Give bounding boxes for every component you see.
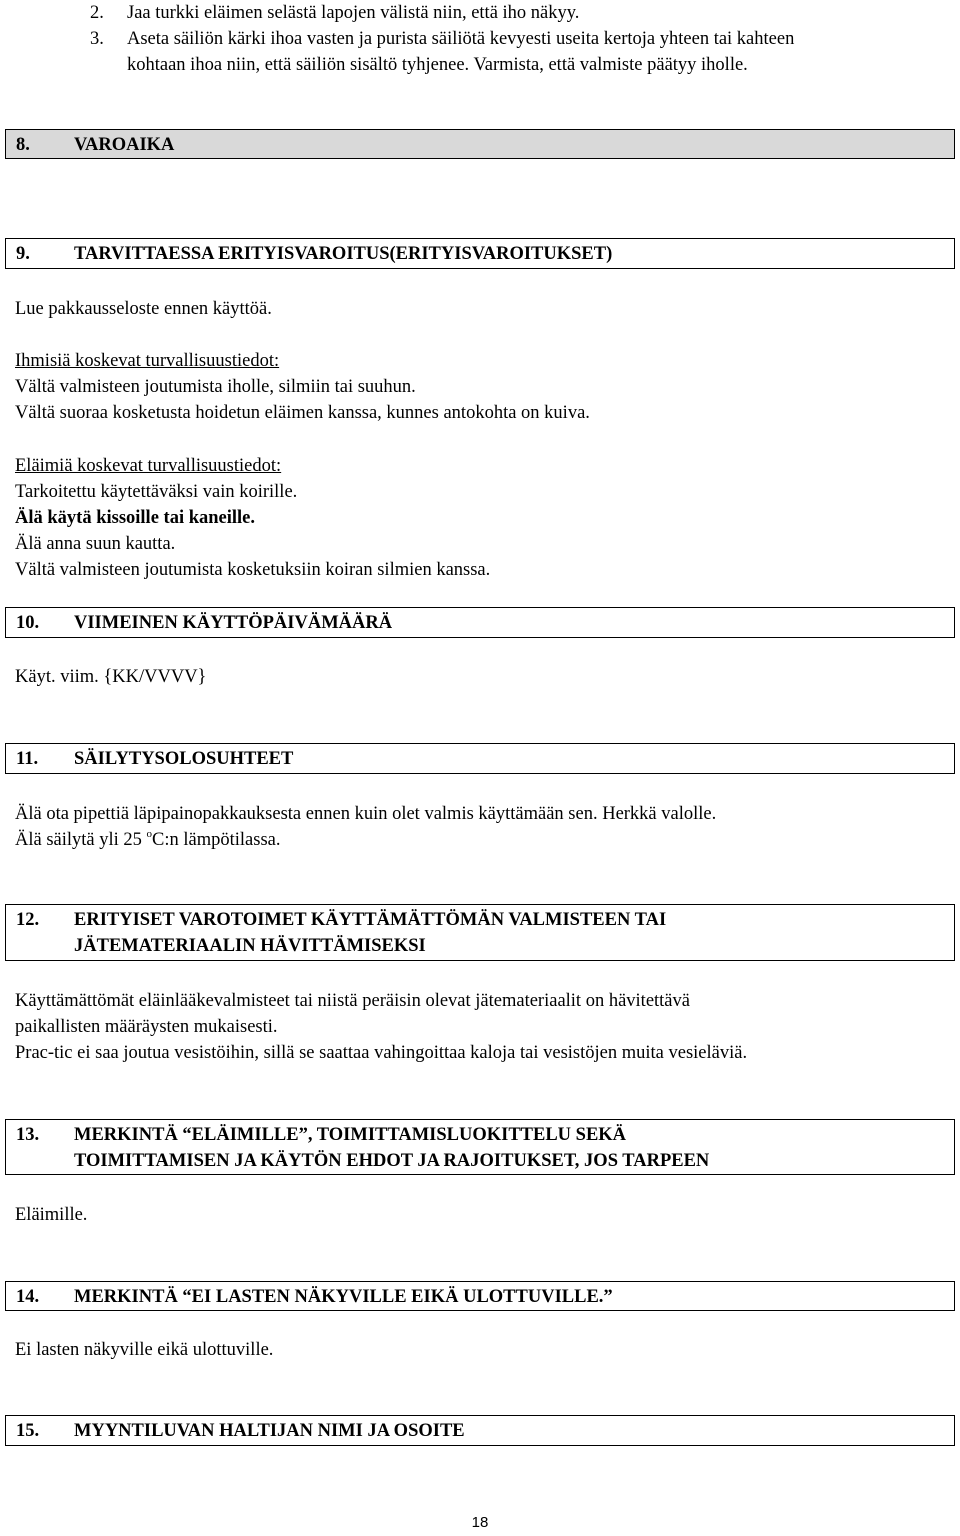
section-9-header	[5, 238, 955, 269]
section-14-number: 14.	[16, 1287, 40, 1307]
section-10-header	[5, 607, 955, 638]
section-12-title-line-1: ERITYISET VAROTOIMET KÄYTTÄMÄTTÖMÄN VALMISTEEN TAI	[74, 910, 667, 930]
section-13-title-line-2: TOIMITTAMISEN JA KÄYTÖN EHDOT JA RAJOITUKSET, JOS TARPEEN	[74, 1151, 710, 1171]
section-8-header	[5, 129, 955, 159]
human-safety-heading: Ihmisiä koskevat turvallisuustiedot:	[15, 351, 280, 371]
animal-safety-line-3: Älä anna suun kautta.	[15, 534, 176, 554]
storage-line-1: Älä ota pipettiä läpipainopakkauksesta ennen kuin olet valmis käyttämään sen. Herkkä valolle.	[15, 804, 717, 824]
disposal-line-3: Prac-tic ei saa joutua vesistöihin, sillä se saattaa vahingoittaa kaloja tai vesistöjen muita vesieläviä.	[15, 1043, 748, 1063]
list-item-3-text: Aseta säiliön kärki ihoa vasten ja purista säiliötä kevyesti useita kertoja yhteen tai kahteen	[127, 29, 795, 49]
for-animals-text: Eläimille.	[15, 1205, 88, 1225]
section-14-header	[5, 1281, 955, 1311]
human-safety-line-1: Vältä valmisteen joutumista iholle, silmiin tai suuhun.	[15, 377, 416, 397]
section-9-number: 9.	[16, 244, 30, 264]
list-item-3-number: 3.	[90, 29, 104, 49]
storage-line-2-suffix: C:n lämpötilassa.	[152, 830, 281, 850]
section-11-header	[5, 743, 955, 774]
disposal-line-2: paikallisten määräysten mukaisesti.	[15, 1017, 278, 1037]
section-8-number: 8.	[16, 135, 30, 155]
section-13-number: 13.	[16, 1125, 40, 1145]
animal-safety-line-1: Tarkoitettu käytettäväksi vain koirille.	[15, 482, 298, 502]
keep-out-of-reach-text: Ei lasten näkyville eikä ulottuville.	[15, 1340, 274, 1360]
human-safety-line-2: Vältä suoraa kosketusta hoidetun eläimen kanssa, kunnes antokohta on kuiva.	[15, 403, 590, 423]
section-10-title: VIIMEINEN KÄYTTÖPÄIVÄMÄÄRÄ	[74, 613, 393, 633]
section-8-title: VAROAIKA	[74, 135, 175, 155]
list-item-2-number: 2.	[90, 3, 104, 23]
degree-superscript: o	[146, 827, 153, 840]
section-15-header	[5, 1415, 955, 1446]
section-15-number: 15.	[16, 1421, 40, 1441]
animal-safety-line-4: Vältä valmisteen joutumista kosketuksiin koiran silmien kanssa.	[15, 560, 491, 580]
animal-safety-line-2: Älä käytä kissoille tai kaneille.	[15, 508, 256, 528]
animal-safety-heading: Eläimiä koskevat turvallisuustiedot:	[15, 456, 282, 476]
section-9-title: TARVITTAESSA ERITYISVAROITUS(ERITYISVAROITUKSET)	[74, 244, 613, 264]
storage-line-2-prefix: Älä säilytä yli 25	[15, 830, 147, 850]
list-item-3-text-cont: kohtaan ihoa niin, että säiliön sisältö tyhjenee. Varmista, että valmiste päätyy iholle.	[127, 55, 748, 75]
section-11-title: SÄILYTYSOLOSUHTEET	[74, 749, 294, 769]
section-13-header	[5, 1119, 955, 1175]
section-15-title: MYYNTILUVAN HALTIJAN NIMI JA OSOITE	[74, 1421, 465, 1441]
section-12-header	[5, 904, 955, 961]
list-item-2-text: Jaa turkki eläimen selästä lapojen välistä niin, että iho näkyy.	[127, 3, 580, 23]
section-12-number: 12.	[16, 910, 40, 930]
disposal-line-1: Käyttämättömät eläinlääkevalmisteet tai niistä peräisin olevat jätemateriaalit on hävitettävä	[15, 991, 690, 1011]
section-14-title: MERKINTÄ “EI LASTEN NÄKYVILLE EIKÄ ULOTTUVILLE.”	[74, 1287, 613, 1307]
section-10-number: 10.	[16, 613, 40, 633]
read-leaflet-text: Lue pakkausseloste ennen käyttöä.	[15, 299, 272, 319]
expiry-date-text: Käyt. viim. {KK/VVVV}	[15, 667, 207, 687]
storage-line-2	[15, 827, 281, 853]
section-13-title-line-1: MERKINTÄ “ELÄIMILLE”, TOIMITTAMISLUOKITTELU SEKÄ	[74, 1125, 627, 1145]
section-12-title-line-2: JÄTEMATERIAALIN HÄVITTÄMISEKSI	[74, 936, 426, 956]
page-number: 18	[471, 1514, 489, 1531]
section-11-number: 11.	[16, 749, 39, 769]
